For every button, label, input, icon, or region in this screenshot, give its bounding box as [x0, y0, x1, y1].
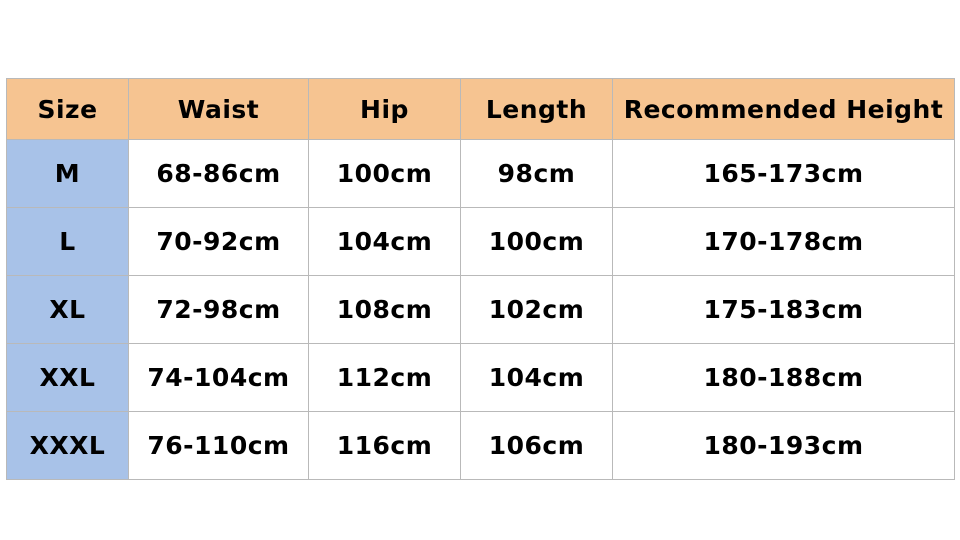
size-chart-container	[6, 78, 954, 480]
table-row	[7, 140, 955, 208]
cell-hip: 108cm	[309, 276, 461, 344]
cell-size: M	[7, 140, 129, 208]
header-row	[7, 79, 955, 140]
cell-length: 100cm	[461, 208, 613, 276]
column-header-waist: Waist	[129, 79, 309, 140]
cell-waist: 74-104cm	[129, 344, 309, 412]
cell-length: 102cm	[461, 276, 613, 344]
cell-size: XXXL	[7, 412, 129, 480]
cell-waist: 72-98cm	[129, 276, 309, 344]
column-header-length: Length	[461, 79, 613, 140]
cell-size: L	[7, 208, 129, 276]
table-row	[7, 344, 955, 412]
cell-height: 165-173cm	[613, 140, 955, 208]
table-row	[7, 412, 955, 480]
table-header	[7, 79, 955, 140]
table-row	[7, 276, 955, 344]
cell-size: XL	[7, 276, 129, 344]
cell-waist: 68-86cm	[129, 140, 309, 208]
size-chart-table	[6, 78, 955, 480]
column-header-size: Size	[7, 79, 129, 140]
table-row	[7, 208, 955, 276]
cell-height: 180-193cm	[613, 412, 955, 480]
cell-height: 175-183cm	[613, 276, 955, 344]
cell-hip: 104cm	[309, 208, 461, 276]
column-header-recommended-height: Recommended Height	[613, 79, 955, 140]
cell-waist: 76-110cm	[129, 412, 309, 480]
cell-height: 180-188cm	[613, 344, 955, 412]
cell-hip: 112cm	[309, 344, 461, 412]
cell-length: 104cm	[461, 344, 613, 412]
cell-length: 98cm	[461, 140, 613, 208]
cell-size: XXL	[7, 344, 129, 412]
column-header-hip: Hip	[309, 79, 461, 140]
cell-hip: 116cm	[309, 412, 461, 480]
cell-hip: 100cm	[309, 140, 461, 208]
table-body	[7, 140, 955, 480]
cell-waist: 70-92cm	[129, 208, 309, 276]
cell-length: 106cm	[461, 412, 613, 480]
cell-height: 170-178cm	[613, 208, 955, 276]
